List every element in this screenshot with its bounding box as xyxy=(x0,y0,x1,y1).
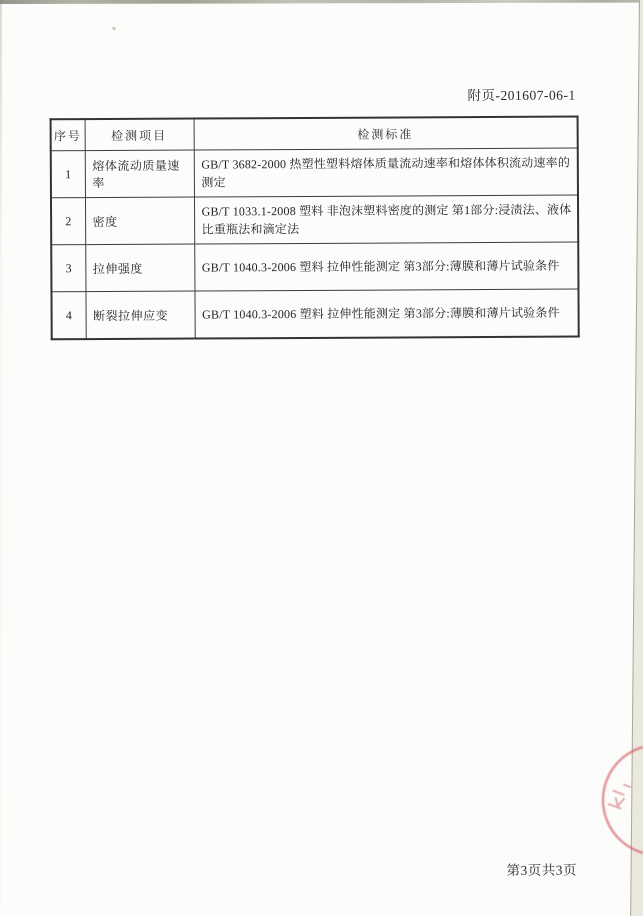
test-standards-table xyxy=(50,116,580,341)
header-test-item: 检测项目 xyxy=(85,119,194,151)
row3-standard: GB/T 1040.3-2006 塑料 拉伸性能测定 第3部分:薄膜和薄片试验条件 xyxy=(194,242,578,291)
table-row xyxy=(51,195,578,245)
table-header-row xyxy=(51,117,578,151)
row4-standard: GB/T 1040.3-2006 塑料 拉伸性能测定 第3部分:薄膜和薄片试验条件 xyxy=(194,289,578,339)
row2-no: 2 xyxy=(51,198,85,245)
page-number-footer: 第3页共3页 xyxy=(506,862,578,878)
row4-item: 断裂拉伸应变 xyxy=(85,291,194,339)
table-row xyxy=(51,289,578,339)
table-row xyxy=(51,242,578,292)
doc-number: 附页-201607-06-1 xyxy=(467,87,576,104)
header-test-standard: 检测标准 xyxy=(194,117,578,151)
row2-standard: GB/T 1033.1-2008 塑料 非泡沫塑料密度的测定 第1部分:浸渍法、液体比重瓶法和滴定法 xyxy=(194,195,578,244)
row2-item: 密度 xyxy=(85,197,194,245)
row1-standard: GB/T 3682-2000 热塑性塑料熔体质量流动速率和熔体体积流动速率的测定 xyxy=(194,148,578,197)
table-row xyxy=(51,148,578,198)
row1-item: 熔体流动质量速率 xyxy=(85,150,194,198)
row3-no: 3 xyxy=(51,245,85,292)
header-serial-no: 序号 xyxy=(51,119,85,151)
row4-no: 4 xyxy=(51,292,85,340)
row3-item: 拉伸强度 xyxy=(85,244,194,292)
row1-no: 1 xyxy=(51,151,85,198)
